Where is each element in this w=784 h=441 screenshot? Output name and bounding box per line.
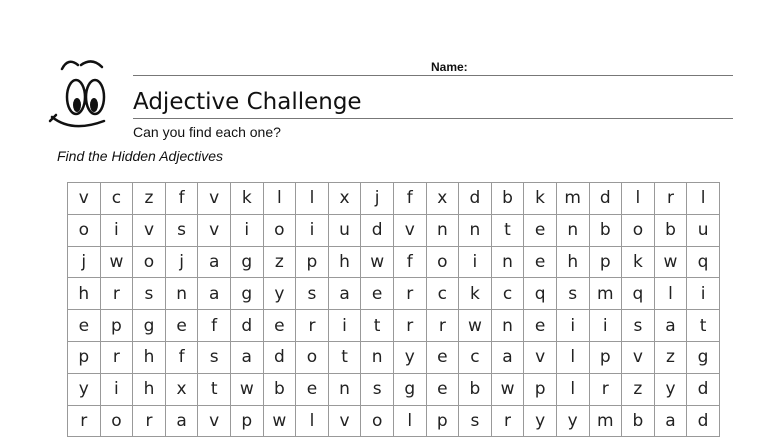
grid-cell: h bbox=[133, 373, 166, 405]
grid-cell: e bbox=[263, 310, 296, 342]
grid-cell: l bbox=[393, 405, 426, 437]
grid-cell: g bbox=[230, 246, 263, 278]
grid-cell: r bbox=[426, 310, 459, 342]
grid-cell: n bbox=[556, 214, 589, 246]
grid-cell: l bbox=[622, 183, 655, 215]
grid-cell: s bbox=[296, 278, 329, 310]
grid-cell: m bbox=[589, 405, 622, 437]
grid-cell: g bbox=[230, 278, 263, 310]
grid-cell: r bbox=[68, 405, 101, 437]
grid-cell: o bbox=[133, 246, 166, 278]
grid-cell: v bbox=[328, 405, 361, 437]
grid-cell: s bbox=[133, 278, 166, 310]
grid-cell: t bbox=[491, 214, 524, 246]
grid-cell: b bbox=[263, 373, 296, 405]
grid-cell: e bbox=[524, 310, 557, 342]
grid-cell: i bbox=[328, 310, 361, 342]
grid-cell: p bbox=[68, 341, 101, 373]
grid-cell: x bbox=[328, 183, 361, 215]
grid-cell: c bbox=[459, 341, 492, 373]
grid-cell: t bbox=[687, 310, 720, 342]
grid-cell: d bbox=[361, 214, 394, 246]
grid-row bbox=[68, 373, 720, 405]
grid-row bbox=[68, 246, 720, 278]
grid-cell: f bbox=[393, 246, 426, 278]
grid-cell: z bbox=[263, 246, 296, 278]
grid-cell: s bbox=[556, 278, 589, 310]
grid-cell: z bbox=[622, 373, 655, 405]
grid-cell: f bbox=[198, 310, 231, 342]
grid-cell: b bbox=[622, 405, 655, 437]
page-title: Adjective Challenge bbox=[133, 89, 362, 115]
grid-cell: h bbox=[328, 246, 361, 278]
grid-cell: f bbox=[165, 341, 198, 373]
grid-cell: g bbox=[687, 341, 720, 373]
grid-cell: y bbox=[68, 373, 101, 405]
grid-cell: r bbox=[100, 341, 133, 373]
grid-cell: t bbox=[198, 373, 231, 405]
grid-cell: a bbox=[230, 341, 263, 373]
grid-cell: b bbox=[491, 183, 524, 215]
grid-cell: v bbox=[198, 183, 231, 215]
grid-cell: j bbox=[361, 183, 394, 215]
grid-cell: c bbox=[491, 278, 524, 310]
grid-cell: l bbox=[687, 183, 720, 215]
grid-cell: q bbox=[524, 278, 557, 310]
grid-cell: k bbox=[622, 246, 655, 278]
grid-cell: x bbox=[426, 183, 459, 215]
grid-cell: i bbox=[556, 310, 589, 342]
grid-cell: n bbox=[491, 310, 524, 342]
grid-cell: r bbox=[133, 405, 166, 437]
grid-cell: o bbox=[361, 405, 394, 437]
grid-row bbox=[68, 278, 720, 310]
grid-cell: e bbox=[68, 310, 101, 342]
grid-cell: k bbox=[524, 183, 557, 215]
grid-cell: y bbox=[654, 373, 687, 405]
grid-cell: v bbox=[198, 405, 231, 437]
grid-cell: i bbox=[296, 214, 329, 246]
grid-cell: e bbox=[426, 341, 459, 373]
grid-cell: d bbox=[230, 310, 263, 342]
grid-cell: l bbox=[556, 373, 589, 405]
grid-row bbox=[68, 341, 720, 373]
grid-cell: a bbox=[198, 246, 231, 278]
grid-cell: p bbox=[296, 246, 329, 278]
grid-cell: k bbox=[459, 278, 492, 310]
grid-cell: z bbox=[133, 183, 166, 215]
grid-cell: z bbox=[654, 341, 687, 373]
grid-cell: l bbox=[296, 405, 329, 437]
grid-cell: n bbox=[361, 341, 394, 373]
grid-cell: o bbox=[622, 214, 655, 246]
grid-cell: o bbox=[100, 405, 133, 437]
grid-cell: f bbox=[165, 183, 198, 215]
grid-cell: p bbox=[589, 246, 622, 278]
grid-cell: r bbox=[654, 183, 687, 215]
grid-cell: v bbox=[622, 341, 655, 373]
grid-cell: o bbox=[68, 214, 101, 246]
grid-cell: s bbox=[459, 405, 492, 437]
grid-cell: p bbox=[230, 405, 263, 437]
grid-cell: w bbox=[230, 373, 263, 405]
grid-cell: i bbox=[459, 246, 492, 278]
grid-cell: y bbox=[393, 341, 426, 373]
grid-cell: d bbox=[263, 341, 296, 373]
grid-cell: v bbox=[393, 214, 426, 246]
grid-cell: k bbox=[230, 183, 263, 215]
grid-cell: e bbox=[296, 373, 329, 405]
grid-cell: l bbox=[296, 183, 329, 215]
grid-cell: d bbox=[589, 183, 622, 215]
grid-cell: d bbox=[459, 183, 492, 215]
grid-cell: u bbox=[328, 214, 361, 246]
grid-cell: a bbox=[654, 405, 687, 437]
grid-cell: w bbox=[491, 373, 524, 405]
grid-cell: n bbox=[491, 246, 524, 278]
grid-cell: i bbox=[230, 214, 263, 246]
grid-row bbox=[68, 405, 720, 437]
grid-cell: b bbox=[589, 214, 622, 246]
grid-cell: r bbox=[393, 310, 426, 342]
grid-cell: t bbox=[361, 310, 394, 342]
grid-cell: l bbox=[654, 278, 687, 310]
grid-cell: f bbox=[393, 183, 426, 215]
grid-cell: v bbox=[198, 214, 231, 246]
grid-cell: w bbox=[459, 310, 492, 342]
grid-cell: v bbox=[68, 183, 101, 215]
page-subtitle: Can you find each one? bbox=[133, 124, 281, 140]
grid-cell: y bbox=[524, 405, 557, 437]
grid-cell: i bbox=[100, 373, 133, 405]
grid-cell: n bbox=[426, 214, 459, 246]
grid-cell: r bbox=[393, 278, 426, 310]
grid-cell: n bbox=[328, 373, 361, 405]
grid-cell: a bbox=[198, 278, 231, 310]
grid-cell: i bbox=[100, 214, 133, 246]
grid-cell: a bbox=[654, 310, 687, 342]
grid-cell: o bbox=[296, 341, 329, 373]
grid-row bbox=[68, 214, 720, 246]
grid-cell: x bbox=[165, 373, 198, 405]
grid-cell: a bbox=[491, 341, 524, 373]
grid-cell: o bbox=[426, 246, 459, 278]
word-search-grid bbox=[67, 182, 720, 437]
grid-cell: l bbox=[263, 183, 296, 215]
title-divider bbox=[133, 118, 733, 119]
grid-cell: i bbox=[687, 278, 720, 310]
grid-cell: w bbox=[361, 246, 394, 278]
grid-cell: r bbox=[589, 373, 622, 405]
grid-cell: c bbox=[100, 183, 133, 215]
grid-cell: w bbox=[654, 246, 687, 278]
grid-cell: m bbox=[589, 278, 622, 310]
grid-cell: v bbox=[133, 214, 166, 246]
grid-cell: n bbox=[459, 214, 492, 246]
name-line bbox=[133, 75, 733, 76]
grid-cell: r bbox=[100, 278, 133, 310]
grid-cell: a bbox=[328, 278, 361, 310]
grid-cell: y bbox=[556, 405, 589, 437]
grid-cell: g bbox=[133, 310, 166, 342]
grid-row bbox=[68, 183, 720, 215]
grid-cell: r bbox=[296, 310, 329, 342]
grid-cell: l bbox=[556, 341, 589, 373]
grid-cell: q bbox=[687, 246, 720, 278]
grid-cell: n bbox=[165, 278, 198, 310]
grid-cell: b bbox=[459, 373, 492, 405]
grid-cell: j bbox=[165, 246, 198, 278]
grid-cell: e bbox=[524, 214, 557, 246]
grid-cell: v bbox=[524, 341, 557, 373]
grid-cell: h bbox=[556, 246, 589, 278]
instructions-text: Find the Hidden Adjectives bbox=[57, 148, 224, 164]
grid-cell: a bbox=[165, 405, 198, 437]
grid-row bbox=[68, 310, 720, 342]
grid-cell: d bbox=[687, 405, 720, 437]
grid-cell: r bbox=[491, 405, 524, 437]
grid-cell: s bbox=[165, 214, 198, 246]
grid-cell: m bbox=[556, 183, 589, 215]
grid-cell: e bbox=[361, 278, 394, 310]
grid-cell: e bbox=[426, 373, 459, 405]
grid-cell: p bbox=[524, 373, 557, 405]
grid-cell: p bbox=[589, 341, 622, 373]
grid-cell: h bbox=[68, 278, 101, 310]
grid-cell: b bbox=[654, 214, 687, 246]
grid-cell: p bbox=[426, 405, 459, 437]
grid-cell: h bbox=[133, 341, 166, 373]
grid-cell: q bbox=[622, 278, 655, 310]
grid-cell: o bbox=[263, 214, 296, 246]
grid-cell: e bbox=[165, 310, 198, 342]
grid-cell: t bbox=[328, 341, 361, 373]
grid-cell: c bbox=[426, 278, 459, 310]
grid-cell: w bbox=[100, 246, 133, 278]
grid-cell: s bbox=[198, 341, 231, 373]
grid-cell: j bbox=[68, 246, 101, 278]
grid-cell: s bbox=[622, 310, 655, 342]
name-label: Name: bbox=[431, 60, 468, 74]
grid-cell: u bbox=[687, 214, 720, 246]
smiley-face-icon bbox=[48, 55, 128, 135]
grid-cell: p bbox=[100, 310, 133, 342]
grid-cell: w bbox=[263, 405, 296, 437]
grid-cell: g bbox=[393, 373, 426, 405]
grid-cell: s bbox=[361, 373, 394, 405]
grid-cell: y bbox=[263, 278, 296, 310]
grid-cell: i bbox=[589, 310, 622, 342]
grid-cell: e bbox=[524, 246, 557, 278]
grid-cell: d bbox=[687, 373, 720, 405]
